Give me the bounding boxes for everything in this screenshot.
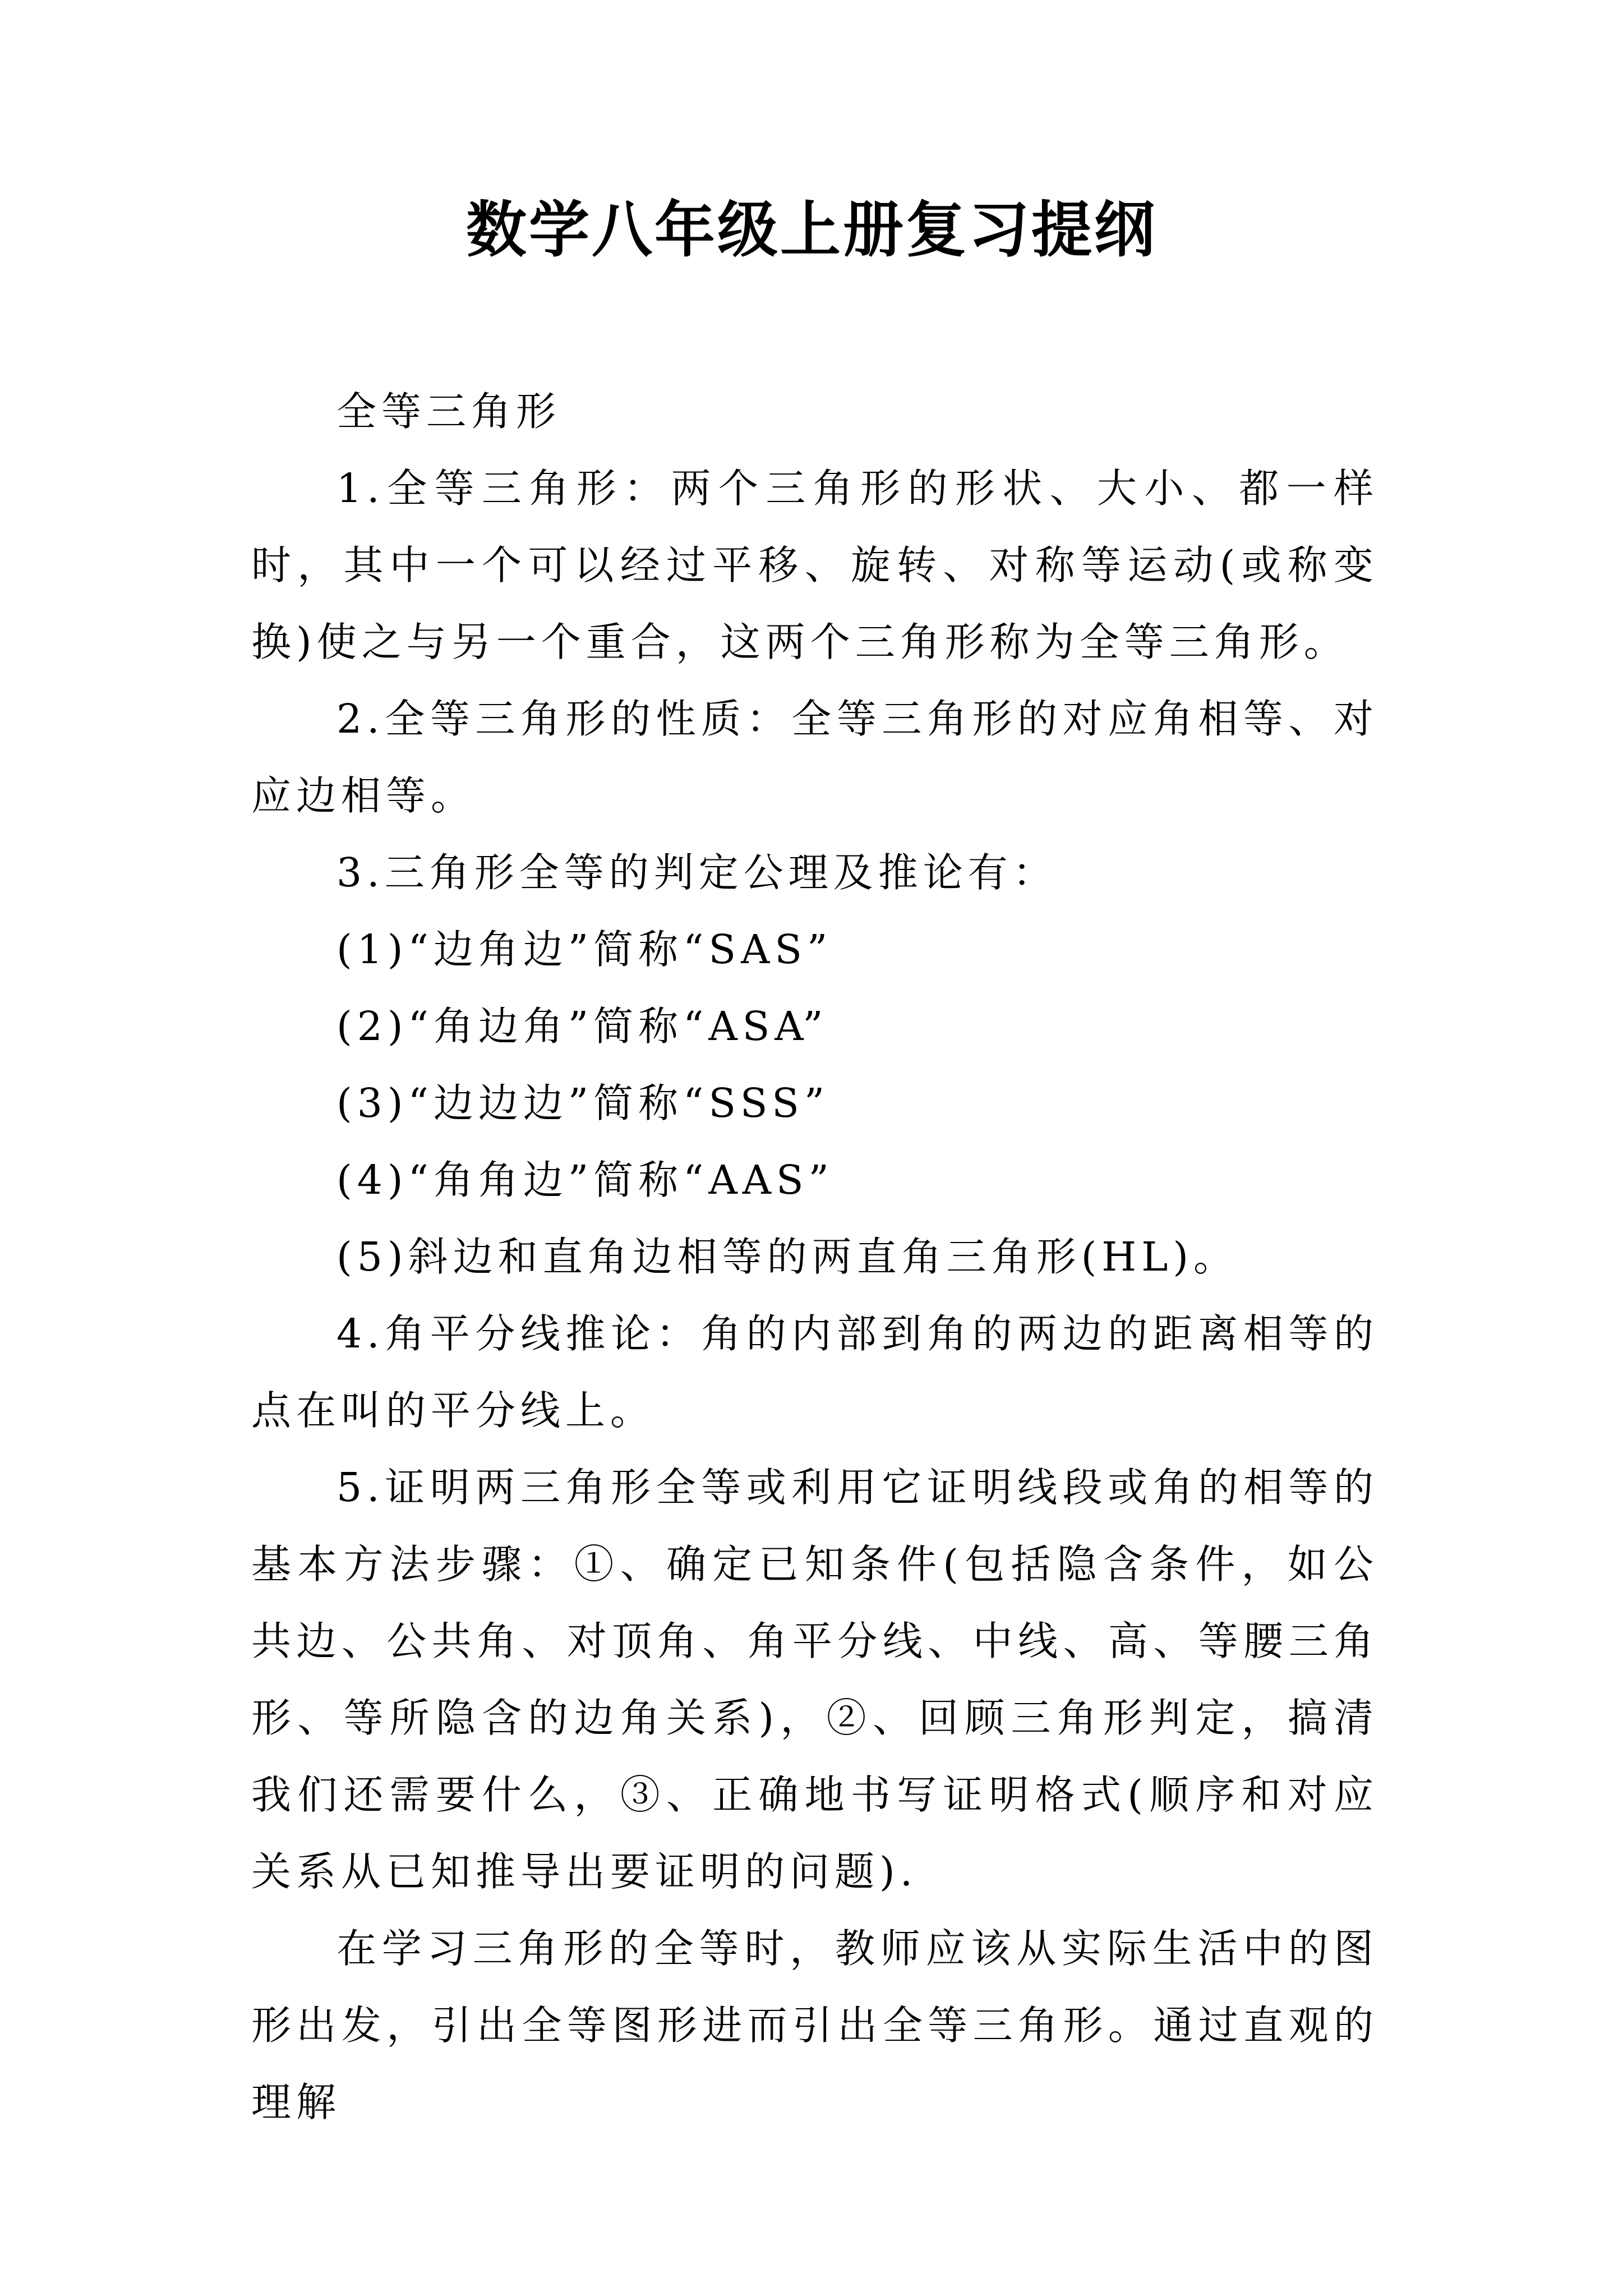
- criterion-asa: (2)“角边角”简称“ASA”: [336, 1003, 828, 1050]
- criterion-hl: (5)斜边和直角边相等的两直角三角形(HL)。: [336, 1234, 1239, 1280]
- criterion-sss: (3)“边边边”简称“SSS”: [336, 1080, 830, 1126]
- paragraph-congruent-definition: 1.全等三角形：两个三角形的形状、大小、都一样时，其中一个可以经过平移、旋转、对称等运动(或称变换)使之与另一个重合，这两个三角形称为全等三角形。: [251, 465, 1378, 665]
- paragraph-proof-steps: 5.证明两三角形全等或利用它证明线段或角的相等的基本方法步骤：①、确定已知条件(包括隐含条件，如公共边、公共角、对顶角、角平分线、中线、高、等腰三角形、等所隐含的边角关系)，②、回顾三角形判定，搞清我们还需要什么，③、正确地书写证明格式(顺序和对应关系从已知推导出要证明的问题).: [251, 1464, 1378, 1895]
- paragraph-teaching-note: 在学习三角形的全等时，教师应该从实际生活中的图形出发，引出全等图形进而引出全等三角形。通过直观的理解: [251, 1925, 1378, 2125]
- section-heading: 全等三角形: [336, 388, 561, 435]
- criterion-aas: (4)“角角边”简称“AAS”: [336, 1157, 834, 1203]
- paragraph-criteria-intro: 3.三角形全等的判定公理及推论有：: [336, 849, 1058, 896]
- document-title: 数学八年级上册复习提纲: [465, 195, 1157, 265]
- document-body: [251, 373, 1378, 2141]
- paragraph-congruent-properties: 2.全等三角形的性质：全等三角形的对应角相等、对应边相等。: [251, 696, 1378, 819]
- paragraph-angle-bisector: 4.角平分线推论：角的内部到角的两边的距离相等的点在叫的平分线上。: [251, 1310, 1378, 1434]
- criterion-sas: (1)“边角边”简称“SAS”: [336, 926, 833, 973]
